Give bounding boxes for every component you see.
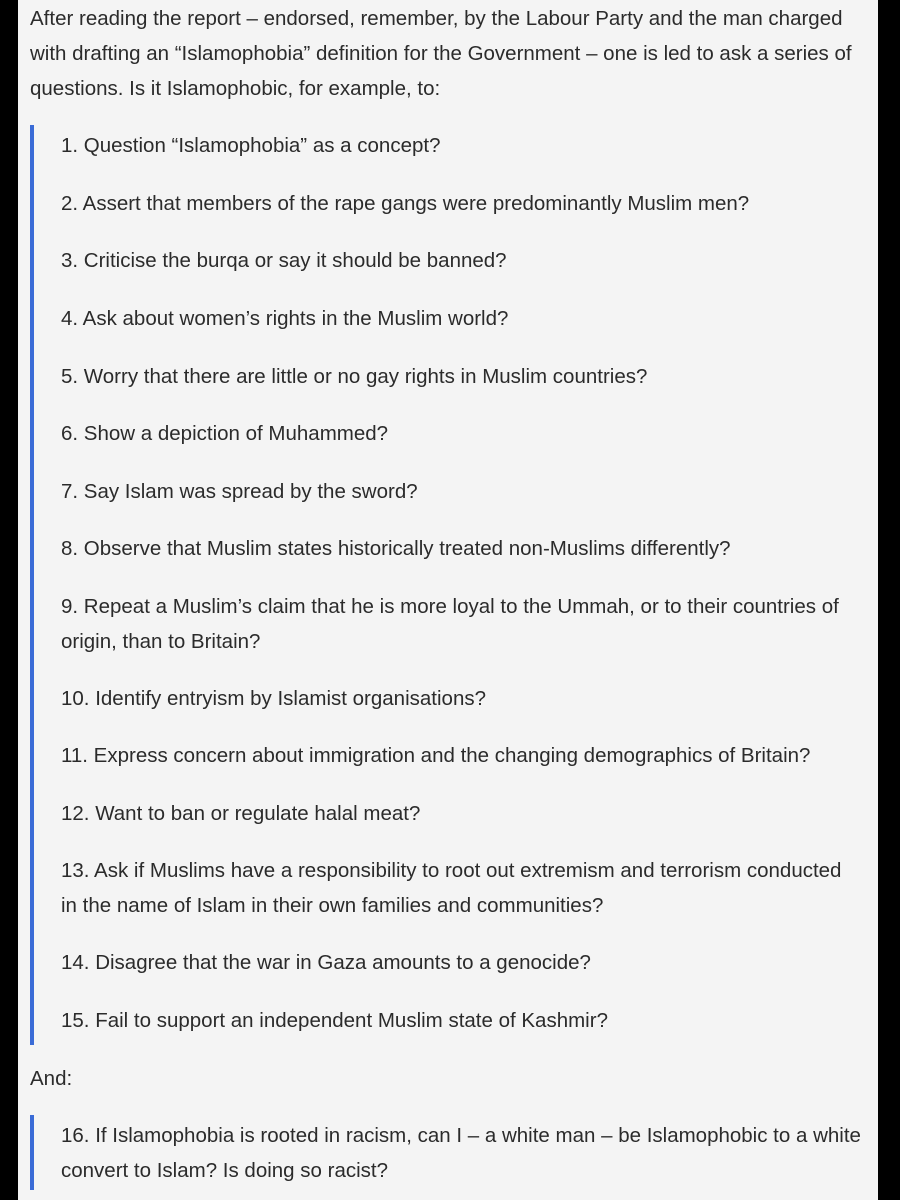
question-item: 3. Criticise the burqa or say it should be banned? xyxy=(61,249,507,272)
questions-blockquote xyxy=(30,125,860,1045)
intro-paragraph: After reading the report – endorsed, remember, by the Labour Party and the man charged with drafting an “Islamophobia” definition for the Government – one is led to ask a series of questions. Is it Islamophobic, for example, to: xyxy=(30,7,852,100)
question-item: 6. Show a depiction of Muhammed? xyxy=(61,422,389,445)
question-item: 11. Express concern about immigration and the changing demographics of Britain? xyxy=(61,744,811,767)
final-question-item: 16. If Islamophobia is rooted in racism, can I – a white man – be Islamophobic to a white convert to Islam? Is doing so racist? xyxy=(61,1124,861,1182)
question-item: 15. Fail to support an independent Muslim state of Kashmir? xyxy=(61,1009,608,1032)
question-item: 2. Assert that members of the rape gangs were predominantly Muslim men? xyxy=(61,192,750,215)
article-page xyxy=(18,0,878,1200)
question-item: 12. Want to ban or regulate halal meat? xyxy=(61,802,421,825)
question-item: 9. Repeat a Muslim’s claim that he is more loyal to the Ummah, or to their countries of origin, than to Britain? xyxy=(61,595,839,653)
question-item: 7. Say Islam was spread by the sword? xyxy=(61,480,418,503)
final-question-blockquote xyxy=(30,1115,860,1190)
question-item: 10. Identify entryism by Islamist organisations? xyxy=(61,687,486,710)
question-item: 5. Worry that there are little or no gay rights in Muslim countries? xyxy=(61,365,648,388)
question-item: 13. Ask if Muslims have a responsibility to root out extremism and terrorism conducted in the name of Islam in their own families and communities? xyxy=(61,859,842,917)
and-label: And: xyxy=(30,1067,73,1090)
question-item: 4. Ask about women’s rights in the Muslim world? xyxy=(61,307,509,330)
question-item: 1. Question “Islamophobia” as a concept? xyxy=(61,134,441,157)
question-item: 8. Observe that Muslim states historically treated non-Muslims differently? xyxy=(61,537,731,560)
question-item: 14. Disagree that the war in Gaza amounts to a genocide? xyxy=(61,951,591,974)
